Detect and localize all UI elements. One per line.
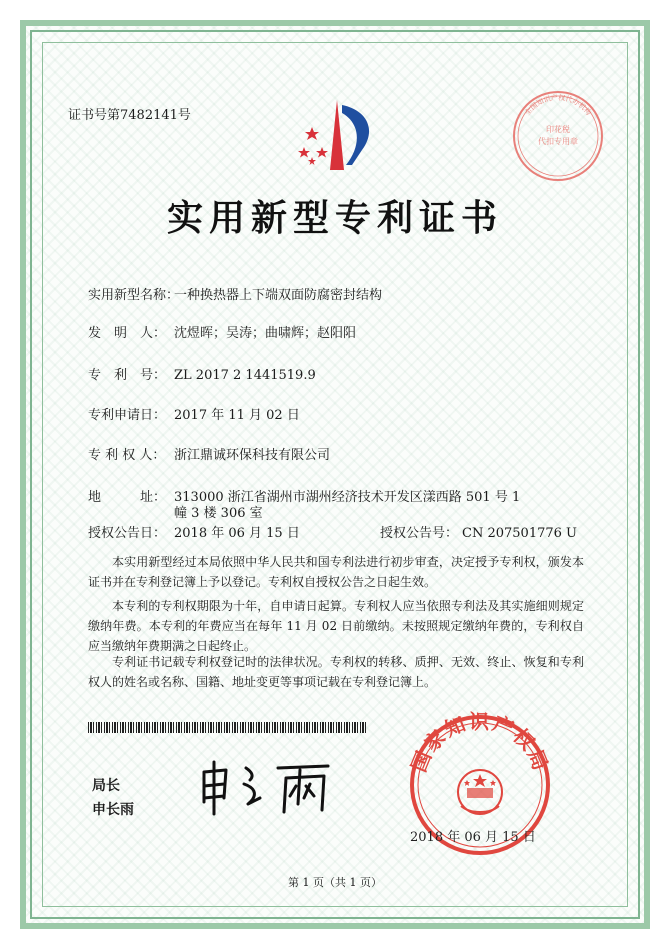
body-paragraph-1: 本实用新型经过本局依照中华人民共和国专利法进行初步审查，决定授予专利权，颁发本证书并在专利登记簿上予以登记。专利权自授权公告之日起生效。 [88,555,584,589]
page-title: 实用新型专利证书 [166,197,503,239]
tax-stamp-center-line2: 代扣专用章 [538,137,578,146]
utility-name-value: 一种换热器上下端双面防腐密封结构 [174,288,383,303]
patent-number-value: ZL 2017 2 1441519.9 [174,368,316,383]
utility-name-row [88,284,382,303]
svg-text:全国知识产权代办机构 [523,93,594,117]
barcode [88,722,366,733]
director-name: 申长雨 [92,802,134,818]
grant-number-value: CN 207501776 U [462,526,577,541]
seal-ring-text: 国家知识产权局 [406,710,554,776]
inventor-label: 发 明 人： [88,326,167,341]
certificate-number: 证书号第7482141号 [68,108,191,123]
patentee-row [88,444,330,463]
grant-number-label: 授权公告号： [380,526,459,541]
tax-stamp-seal [508,86,608,190]
seal-date: 2018 年 06 月 15 日 [410,830,536,845]
address-line2: 幢 3 楼 306 室 [174,506,263,521]
grant-date-value: 2018 年 06 月 15 日 [174,526,300,541]
patentee-value: 浙江鼎诚环保科技有限公司 [174,448,331,463]
director-title: 局长 [92,778,120,794]
filing-date-label: 专利申请日： [88,408,167,423]
address-label: 地 址： [88,490,167,505]
grant-date-row [88,522,300,541]
tax-stamp-center-line1: 印花税 [546,125,570,134]
body-paragraph-2: 本专利的专利权期限为十年，自申请日起算。专利权人应当依照专利法及其实施细则规定缴纳年费。本专利的年费应当在每年 11 月 02 日前缴纳。未按照规定缴纳年费的，专利权自应当缴纳年费期满之日起终止。 [88,599,584,653]
patent-number-label: 专 利 号： [88,368,167,383]
grant-date-label: 授权公告日： [88,526,167,541]
body-paragraph-3: 专利证书记载专利权登记时的法律状况。专利权的转移、质押、无效、终止、恢复和专利权人的姓名或名称、国籍、地址变更等事项记载在专利登记簿上。 [88,655,584,689]
tax-stamp-ring-text: 全国知识产权代办机构 [523,93,593,117]
utility-name-label: 实用新型名称： [88,288,180,303]
grant-number-row [380,522,577,541]
address-row [88,486,520,505]
page-footer: 第 1 页（共 1 页） [288,876,382,889]
inventor-value: 沈煜晖；吴涛；曲啸辉；赵阳阳 [174,326,357,341]
inventor-row [88,322,356,341]
patent-number-row [88,364,316,383]
director-signature [196,758,346,822]
cnipa-logo-icon [282,95,392,179]
filing-date-value: 2017 年 11 月 02 日 [174,408,300,423]
patentee-label: 专 利 权 人： [88,448,166,463]
address-line1: 313000 浙江省湖州市湖州经济技术开发区漾西路 501 号 1 [174,490,521,505]
svg-text:国家知识产权局 [406,710,553,775]
filing-date-row [88,404,300,423]
